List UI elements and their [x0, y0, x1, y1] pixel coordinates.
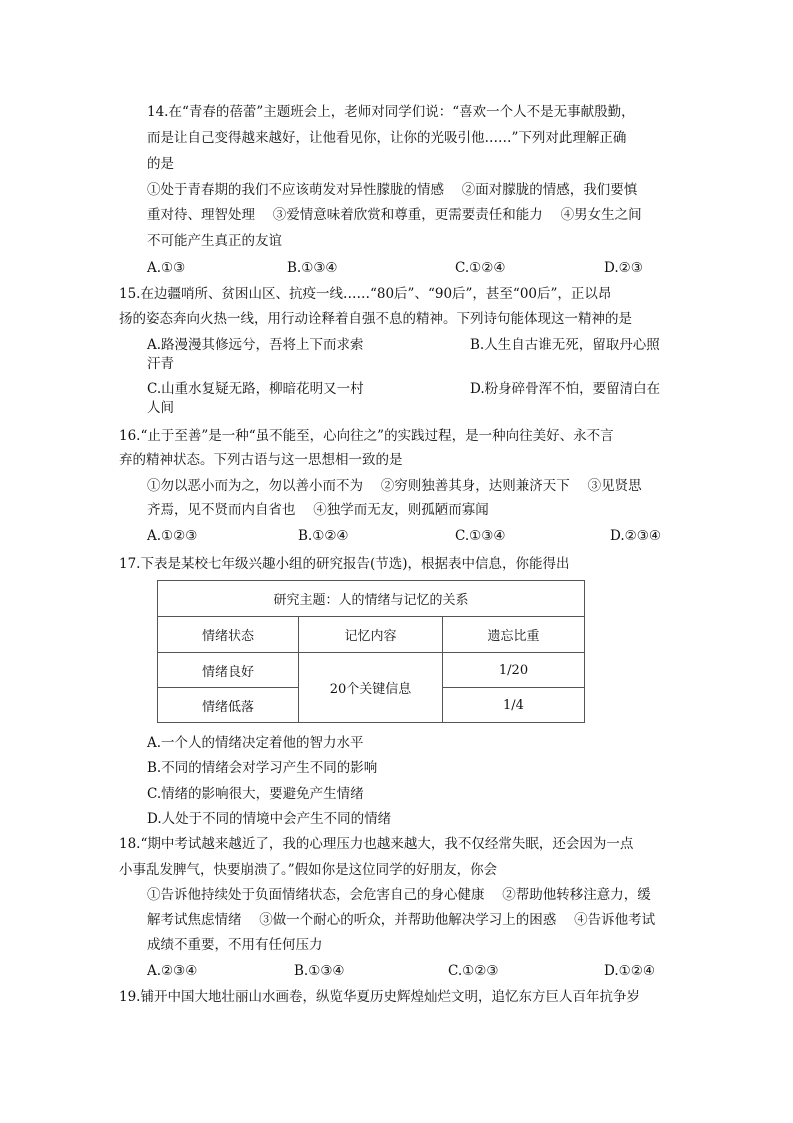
q18-stem-line-1: 18.“期中考试越来越近了，我的心理压力也越来越大，我不仅经常失眠，还会因为一点 [119, 836, 634, 852]
q16-option-b: B.①②④ [298, 528, 349, 544]
q14-stem-line-2: 而是让自己变得越来越好，让他看见你，让你的光吸引他……”下列对此理解正确 [147, 130, 627, 146]
q15-option-d: D.粉身碎骨浑不怕，要留清白在 [470, 381, 661, 397]
q18-option-a: A.②③④ [147, 963, 198, 979]
table-header-content: 记忆内容 [299, 617, 443, 653]
table-header-state: 情绪状态 [158, 617, 299, 653]
q16-statement-line-1: ①勿以恶小而为之，勿以善小而不为 ②穷则独善其身，达则兼济天下 ③见贤思 [147, 478, 642, 494]
q15-option-a: A.路漫漫其修远兮，吾将上下而求索 [147, 337, 364, 353]
q18-option-b: B.①③④ [294, 963, 345, 979]
table-cell-state-good: 情绪良好 [158, 653, 299, 688]
q18-stem-line-2: 小事乱发脾气，快要崩溃了。”假如你是这位同学的好朋友，你会 [119, 862, 498, 878]
q15-option-c: C.山重水复疑无路，柳暗花明又一村 [147, 381, 364, 397]
q17-stem: 17.下表是某校七年级兴趣小组的研究报告(节选)，根据表中信息，你能得出 [119, 556, 570, 572]
research-table [157, 580, 585, 723]
q14-stem-line-1: 14.在“青春的蓓蕾”主题班会上，老师对同学们说：“喜欢一个人不是无事献殷勤， [147, 104, 635, 120]
table-title: 研究主题：人的情绪与记忆的关系 [158, 581, 585, 617]
q18-statement-line-1: ①告诉他持续处于负面情绪状态，会危害自己的身心健康 ②帮助他转移注意力，缓 [147, 887, 651, 903]
q16-statement-line-2: 齐焉，见不贤而内自省也 ④独学而无友，则孤陋而寡闻 [147, 502, 489, 518]
q14-stem-line-3: 的是 [147, 156, 174, 172]
q16-stem-line-1: 16.“止于至善”是一种“虽不能至，心向往之”的实践过程，是一种向往美好、永不言 [119, 428, 614, 444]
q15-option-b-continued: 汗青 [147, 356, 174, 372]
q15-option-b: B.人生自古谁无死，留取丹心照 [470, 337, 660, 353]
q19-stem-line-1: 19.铺开中国大地壮丽山水画卷，纵览华夏历史辉煌灿烂文明，追忆东方巨人百年抗争岁 [119, 989, 640, 1005]
q17-option-c: C.情绪的影响很大，要避免产生情绪 [147, 786, 364, 802]
table-cell-state-low: 情绪低落 [158, 688, 299, 723]
q18-statement-line-2: 解考试焦虑情绪 ③做一个耐心的听众，并帮助他解决学习上的困惑 ④告诉他考试 [147, 912, 656, 928]
q14-statement-line-2: 重对待、理智处理 ③爱情意味着欣赏和尊重，更需要责任和能力 ④男女生之间 [147, 207, 642, 223]
q15-stem-line-1: 15.在边疆哨所、贫困山区、抗疫一线……“80后”、“90后”，甚至“00后”，正以昂 [119, 286, 612, 302]
q18-option-d: D.①②④ [604, 963, 655, 979]
table-cell-ratio-low: 1/4 [443, 688, 585, 723]
q16-stem-line-2: 弃的精神状态。下列古语与这一思想相一致的是 [119, 452, 403, 468]
q14-option-a: A.①③ [147, 260, 186, 276]
q18-statement-line-3: 成绩不重要，不用有任何压力 [147, 937, 323, 953]
q14-statement-line-3: 不可能产生真正的友谊 [147, 233, 282, 249]
q14-statement-line-1: ①处于青春期的我们不应该萌发对异性朦胧的情感 ②面对朦胧的情感，我们要慎 [147, 182, 638, 198]
q14-option-b: B.①③④ [287, 260, 338, 276]
q17-option-b: B.不同的情绪会对学习产生不同的影响 [147, 760, 378, 776]
q18-option-c: C.①②③ [448, 963, 499, 979]
q14-option-c: C.①②④ [455, 260, 506, 276]
q17-option-a: A.一个人的情绪决定着他的智力水平 [147, 735, 364, 751]
q15-stem-line-2: 扬的姿态奔向火热一线，用行动诠释着自强不息的精神。下列诗句能体现这一精神的是 [119, 311, 632, 327]
q16-option-a: A.①②③ [147, 528, 198, 544]
table-header-ratio: 遗忘比重 [443, 617, 585, 653]
q15-option-d-continued: 人间 [147, 400, 174, 416]
table-cell-ratio-good: 1/20 [443, 653, 585, 688]
q16-option-c: C.①③④ [455, 528, 506, 544]
q17-option-d: D.人处于不同的情境中会产生不同的情绪 [147, 811, 392, 827]
q16-option-d: D.②③④ [610, 528, 661, 544]
q14-option-d: D.②③ [604, 260, 643, 276]
table-cell-content: 20个关键信息 [299, 653, 443, 723]
